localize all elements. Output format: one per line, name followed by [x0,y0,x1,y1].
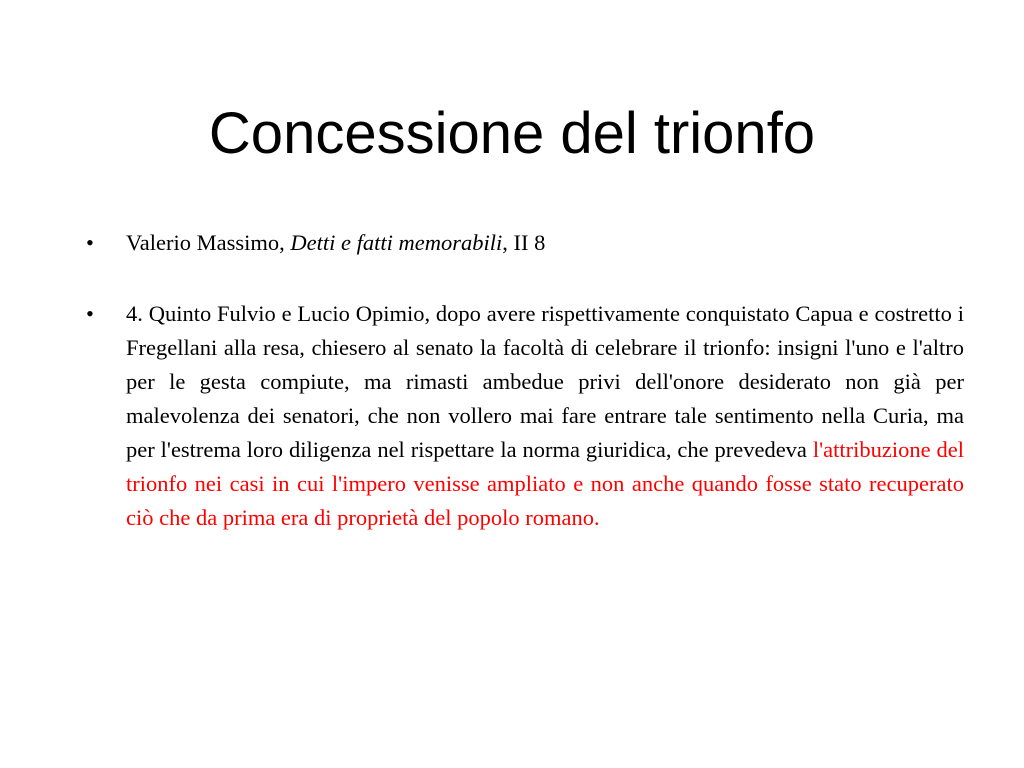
passage-text-plain: 4. Quinto Fulvio e Lucio Opimio, dopo avere rispettivamente conquistato Capua e costretto i Fregellani alla resa, chiesero al senato la facoltà di celebrare il trionfo: insigni l'uno e l'altro per le gesta compiute, ma rimasti ambedue privi dell'onore desiderato non già per malevolenza dei senatori, che non vollero mai fare entrare tale sentimento nella Curia, ma per l'estrema loro diligenza nel rispettare la norma giuridica, che prevedeva [126,301,964,462]
slide-content [86,226,964,535]
citation-author: Valerio Massimo, [126,230,291,255]
citation-reference: , II 8 [502,230,546,255]
bullet-marker: • [86,301,94,326]
slide-title: Concessione del trionfo [208,101,816,166]
passage-text [126,297,964,535]
citation-work-title: Detti e fatti memorabili [290,230,503,255]
bullet-passage [86,297,964,535]
passage-text-highlighted: l'attribuzione del trionfo nei casi in cui l'impero venisse ampliato e non anche quando fosse stato recuperato ciò che da prima era di proprietà del popolo romano. [126,437,964,530]
source-citation [126,226,964,260]
bullet-source [86,226,964,260]
bullet-marker: • [86,230,94,255]
